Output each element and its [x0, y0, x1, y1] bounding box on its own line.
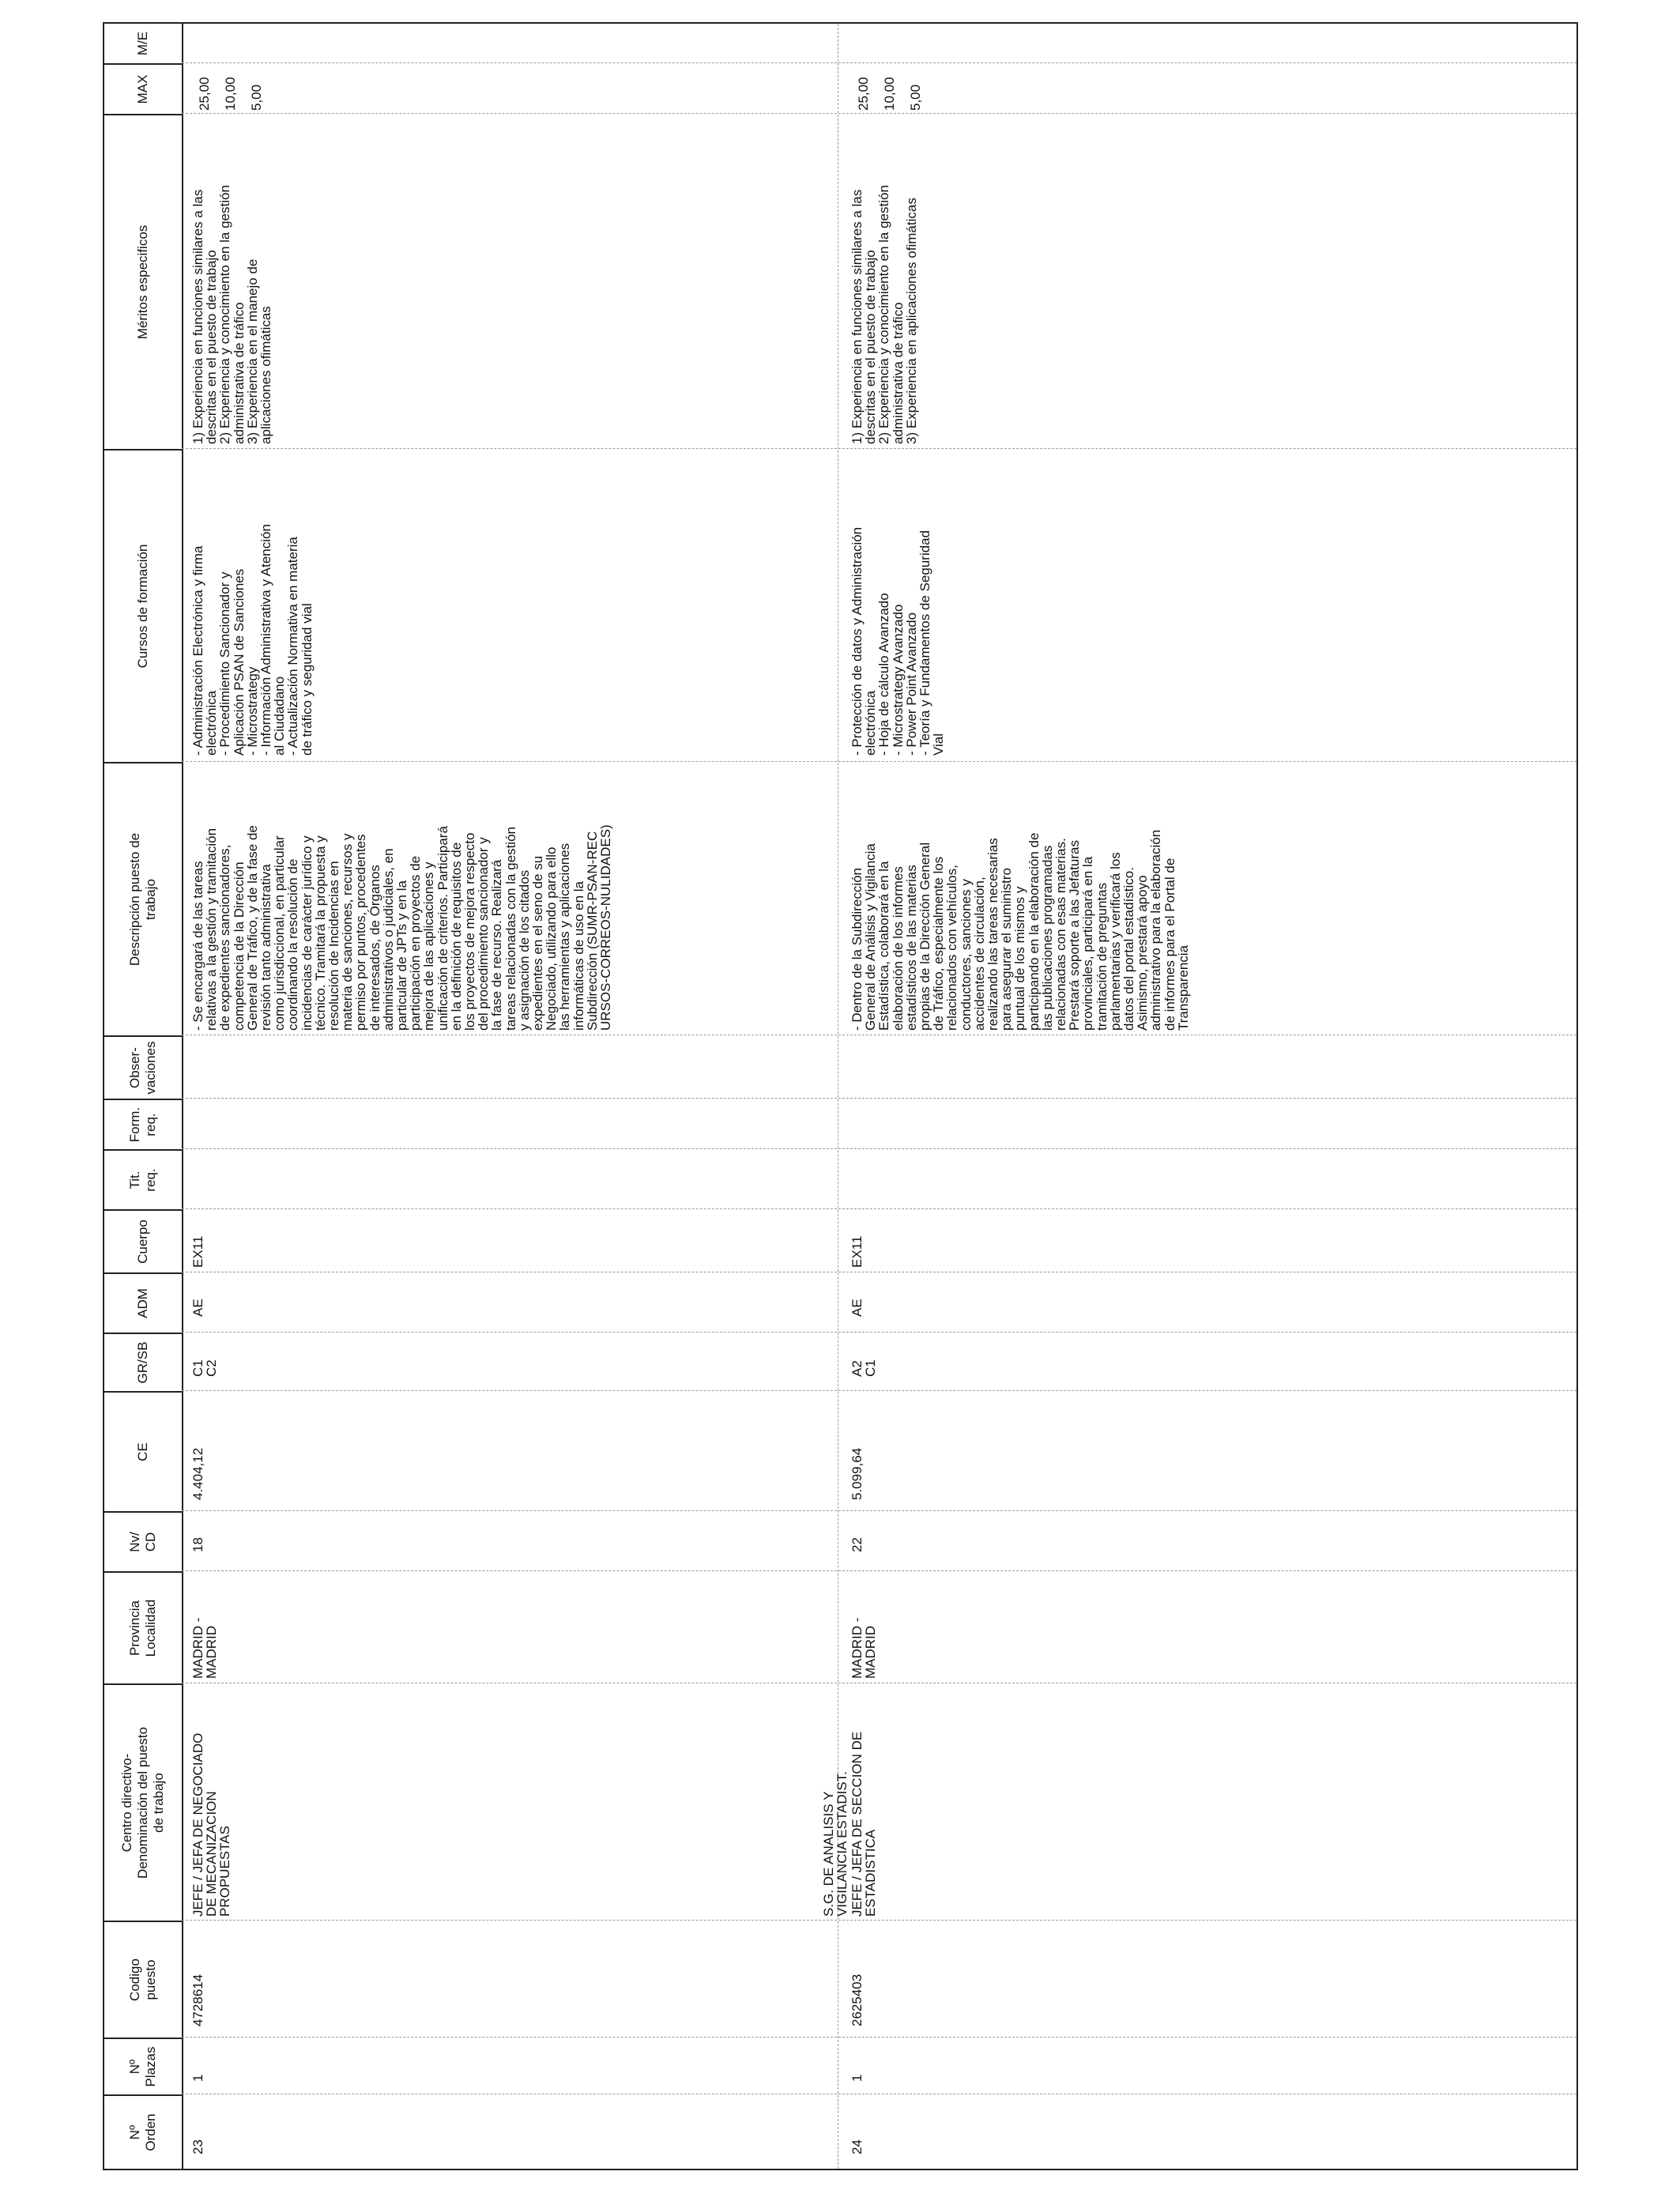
column-divider — [182, 1208, 1576, 1209]
header-meritos: Méritos especificos — [104, 114, 182, 449]
subdireccion-cell: S.G. DE ANALISIS Y VIGILANCIA ESTADIST. — [821, 1771, 850, 1917]
max-cell: 25,00 10,00 5,00 — [856, 77, 923, 111]
header-descripcion: Descripción puesto de trabajo — [104, 762, 182, 1035]
adm-cell: AE — [849, 1299, 864, 1317]
cursos-cell: - Administración Electrónica y firma electrónica - Procedimiento Sancionador y Aplicación PSAN de Sanciones - Microstrategy - Información Administrativa y Atención al Ciudadano - Actualización Normativa en materia de tráfico y seguridad vial — [190, 524, 315, 756]
vacancy-table — [103, 22, 1578, 2170]
descripcion-cell: - Se encargará de las tareas relativas a la gestión y tramitación de expedientes sancionadores, competencia de la Dirección General de Tráfico, y de la fase de revisión tanto administrativa como jurisdiccional, en particular coordinando la resolución de incidencias de carácter jurídico y técnico. Tramitará la propuesta y resolución de Incidencias en materia de sanciones, recursos y permiso por puntos, procedentes de interesados, de Órganos administrativos o judiciales, en particular de JPTs y en la participación en proyectos de mejora de las aplicaciones y unificación de criterios. Participará en la definición de requisitos de los proyectos de mejora respecto del procedimiento sancionador y la fase de recurso. Realizará tareas relacionadas con la gestión y asignación de los citados expedientes en el seno de su Negociado, utilizando para ello las herramientas y aplicaciones informáticas de uso en la Subdirección (SUMR-PSAN-REC URSOS-CORREOS-NULIDADES) — [190, 824, 614, 1031]
meritos-cell: 1) Experiencia en funciones similares a las descritas en el puesto de trabajo 2) Experiencia y conocimiento en la gestión administrativa de tráfico 3) Experiencia en el manejo de aplicaciones ofimáticas — [190, 185, 274, 444]
column-divider — [182, 113, 1576, 114]
meritos-cell: 1) Experiencia en funciones similares a las descritas en el puesto de trabajo 2) Experiencia y conocimiento en la gestión administrativa de tráfico 3) Experiencia en aplicaciones ofimáticas — [849, 185, 919, 444]
column-divider — [182, 448, 1576, 449]
nivel-cell: 18 — [190, 1537, 205, 1552]
ce-cell: 4.404,12 — [190, 1447, 205, 1500]
denominacion-cell: JEFE / JEFA DE SECCION DE ESTADISTICA — [849, 1731, 879, 1917]
header-grupo: GR/SB — [104, 1333, 182, 1391]
orden-cell: 23 — [190, 2139, 205, 2154]
header-titulacion: Tit. req. — [104, 1149, 182, 1209]
orden-cell: 24 — [849, 2139, 864, 2154]
header-max: MAX — [104, 63, 182, 114]
cursos-cell: - Protección de datos y Administración electrónica - Hoja de cálculo Avanzado - Microstrategy Avanzado - Power Point Avanzado - Teoría y Fundamentos de Seguridad Vial — [849, 526, 947, 756]
header-codigo: Codigo puesto — [104, 1921, 182, 2038]
column-divider — [182, 1510, 1576, 1511]
header-me: M/E — [135, 31, 150, 56]
column-divider — [182, 1148, 1576, 1149]
provincia-cell: MADRID - MADRID — [190, 1617, 220, 1679]
header-formacion: Form. req. — [104, 1099, 182, 1149]
ce-cell: 5.099,64 — [849, 1447, 864, 1500]
column-divider — [182, 761, 1576, 762]
adm-cell: AE — [190, 1299, 205, 1317]
column-divider — [182, 2037, 1576, 2038]
header-observaciones: Obser- vaciones — [104, 1035, 182, 1099]
grupo-cell: C1 C2 — [190, 1359, 220, 1377]
cuerpo-cell: EX11 — [190, 1235, 205, 1268]
header-centro: Centro directivo- Denominación del puesto de trabajo — [104, 1683, 182, 1921]
max-cell: 25,00 10,00 5,00 — [197, 77, 264, 111]
header-ce: CE — [104, 1391, 182, 1511]
column-divider — [182, 1570, 1576, 1571]
column-divider — [182, 1390, 1576, 1391]
table-header — [104, 24, 183, 2169]
column-divider — [182, 1098, 1576, 1099]
column-divider — [182, 1332, 1576, 1333]
plazas-cell: 1 — [190, 2074, 205, 2082]
codigo-cell: 2625403 — [849, 1973, 864, 2026]
codigo-cell: 4728614 — [190, 1973, 205, 2026]
plazas-cell: 1 — [849, 2074, 864, 2082]
nivel-cell: 22 — [849, 1537, 864, 1552]
denominacion-cell: JEFE / JEFA DE NEGOCIADO DE MECANIZACION PROPUESTAS — [190, 1732, 233, 1917]
header-cursos: Cursos de formación — [104, 449, 182, 762]
column-divider — [182, 1920, 1576, 1921]
grupo-cell: A2 C1 — [849, 1359, 879, 1377]
cuerpo-cell: EX11 — [849, 1235, 864, 1268]
header-provincia: Provincia Localidad — [104, 1571, 182, 1683]
header-nivel: Nv/ CD — [104, 1511, 182, 1571]
column-divider — [182, 62, 1576, 63]
provincia-cell: MADRID - MADRID — [849, 1617, 879, 1679]
header-adm: ADM — [104, 1272, 182, 1333]
descripcion-cell: - Dentro de la Subdirección General de Análisis y Vigilancia Estadística, colaborará en la elaboración de los informes estadísticos de las materias propias de la Dirección General de Tráfico, especialmente los relacionados con vehículos, conductores, sanciones y accidentes de circulación, realizando las tareas necesarias para asegurar el suministro puntual de los mismos y participando en la elaboración de las publicaciones programadas relacionadas con esas materias. Prestará soporte a las Jefaturas provinciales, participará en la tramitación de preguntas parlamentarias y verificará los datos del portal estadístico. Asimismo, prestará apoyo administrativo para la elaboración de informes para el Portal de Transparencia — [849, 829, 1191, 1031]
header-orden: Nº Orden — [104, 2094, 182, 2169]
header-cuerpo: Cuerpo — [104, 1209, 182, 1272]
header-plazas: Nº Plazas — [104, 2038, 182, 2094]
